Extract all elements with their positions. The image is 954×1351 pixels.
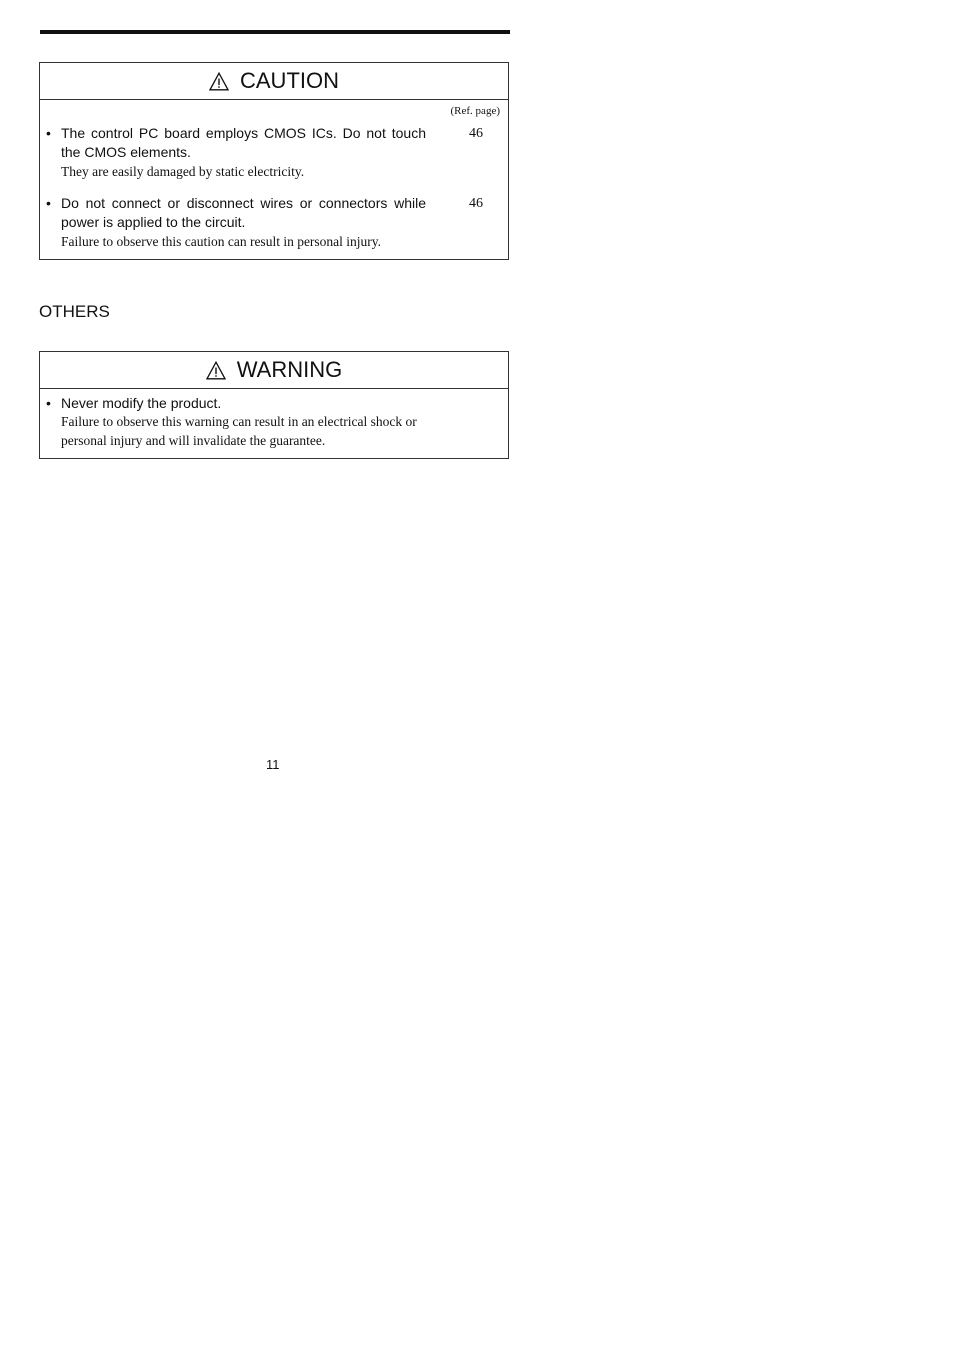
bullet: • xyxy=(46,125,51,141)
caution-item-text: Do not connect or disconnect wires or connectors while power is applied to the circuit. xyxy=(61,195,426,230)
warning-box xyxy=(39,351,509,459)
caution-title: CAUTION xyxy=(240,68,339,93)
caution-box xyxy=(39,62,509,260)
caution-item-ref-page: 46 xyxy=(469,196,483,211)
page-number: 11 xyxy=(266,757,280,772)
warning-header xyxy=(40,352,508,389)
section-heading-others: OTHERS xyxy=(39,302,110,321)
caution-item-text: The control PC board employs CMOS ICs. Do not touch the CMOS elements. xyxy=(61,125,426,160)
ref-page-heading: (Ref. page) xyxy=(450,105,500,117)
caution-item-note: They are easily damaged by static electricity. xyxy=(61,164,305,179)
warning-triangle-icon xyxy=(206,361,226,380)
warning-title: WARNING xyxy=(236,357,343,382)
caution-item-note: Failure to observe this caution can result in personal injury. xyxy=(61,234,382,249)
caution-header xyxy=(40,63,508,100)
caution-item-ref-page: 46 xyxy=(469,126,483,141)
bullet: • xyxy=(46,395,51,411)
bullet: • xyxy=(46,195,51,211)
warning-item-text: Never modify the product. xyxy=(61,395,222,411)
top-rule xyxy=(40,30,510,34)
warning-triangle-icon xyxy=(209,72,229,91)
warning-item-note: Failure to observe this warning can result in an electrical shock or personal injury and will invalidate the guarantee. xyxy=(61,414,417,448)
